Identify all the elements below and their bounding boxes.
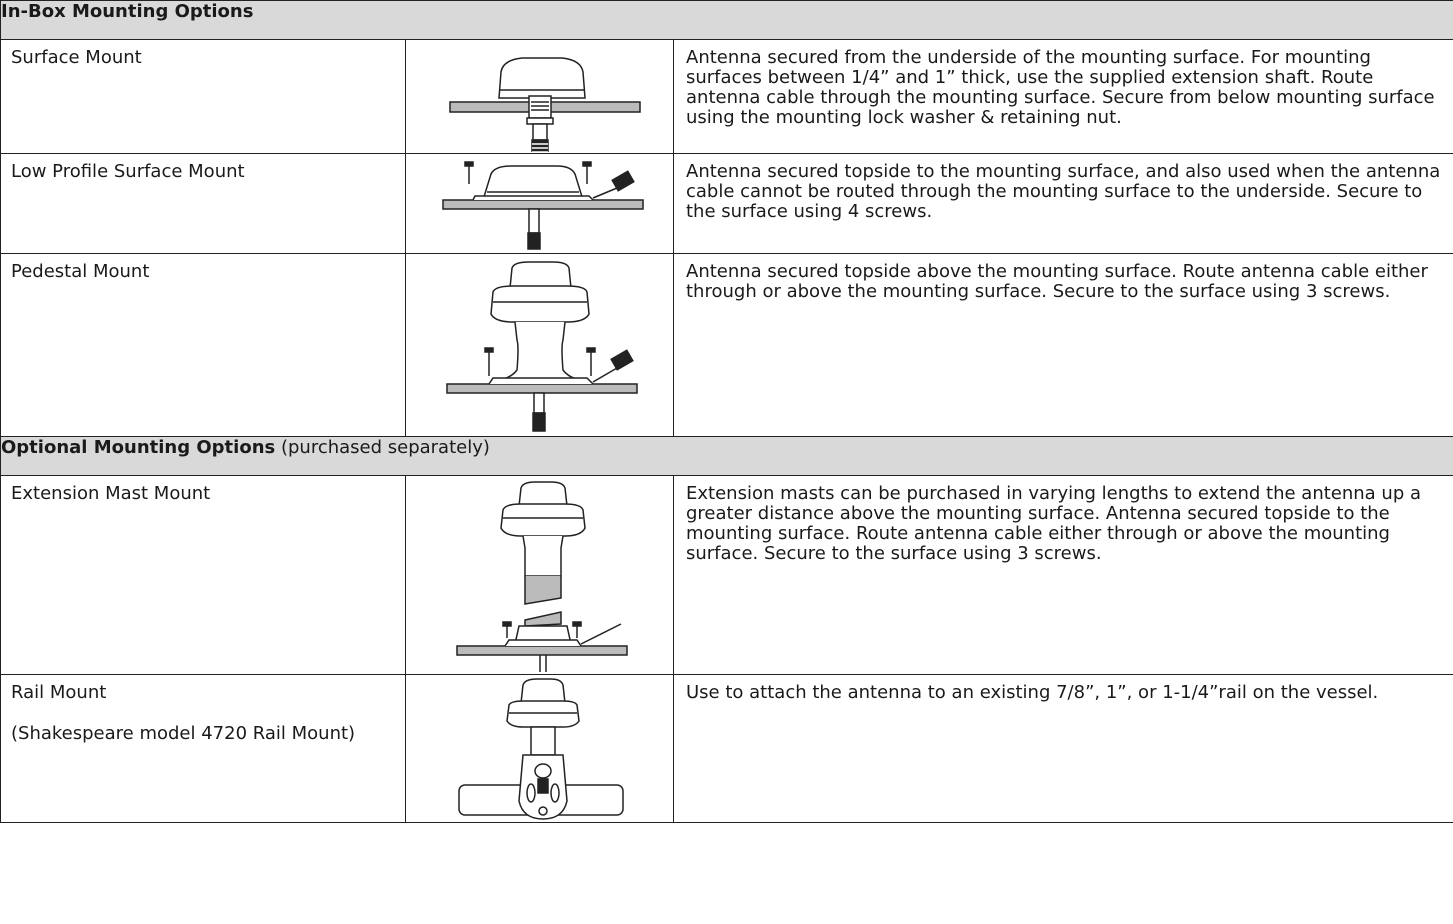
mount-description: Antenna secured topside to the mounting surface, and also used when the antenna cable cannot be routed through the mounting surface to the underside. Secure to the surface using 4 screws. — [674, 154, 1453, 254]
pedestal-mount-illustration — [407, 254, 673, 435]
illustration-cell — [406, 40, 674, 154]
section-title: In-Box Mounting Options — [1, 1, 254, 22]
table-row — [1, 675, 1453, 823]
rail-mount-illustration — [407, 675, 673, 821]
mount-note: (Shakespeare model 4720 Rail Mount) — [11, 723, 356, 744]
mount-name: Extension Mast Mount — [11, 483, 211, 504]
mount-name: Rail Mount — [11, 682, 107, 703]
table-row — [1, 40, 1453, 154]
section-header-in-box — [1, 1, 1453, 40]
mount-name: Surface Mount — [11, 47, 142, 68]
mount-name: Low Profile Surface Mount — [11, 161, 245, 182]
illustration-cell — [406, 154, 674, 254]
mount-description: Antenna secured from the underside of the mounting surface. For mounting surfaces between 1/4” and 1” thick, use the supplied extension shaft. Route antenna cable through the mounting surface. Secure from below mounting surface using the mounting lock washer & retaining nut. — [674, 40, 1453, 154]
extension-mast-illustration — [407, 476, 673, 673]
illustration-cell — [406, 254, 674, 437]
mount-name-cell — [1, 675, 406, 823]
surface-mount-illustration — [407, 40, 673, 152]
section-title: Optional Mounting Options — [1, 437, 276, 458]
illustration-cell — [406, 675, 674, 823]
mount-name-cell — [1, 40, 406, 154]
low-profile-mount-illustration — [407, 154, 673, 252]
section-header-optional — [1, 437, 1453, 476]
mount-description: Antenna secured topside above the mounting surface. Route antenna cable either through or above the mounting surface. Secure to the surface using 3 screws. — [674, 254, 1453, 437]
mount-name-cell — [1, 476, 406, 675]
section-note: (purchased separately) — [275, 437, 490, 458]
mount-description: Use to attach the antenna to an existing 7/8”, 1”, or 1-1/4”rail on the vessel. — [674, 675, 1453, 823]
table-row — [1, 154, 1453, 254]
table-row — [1, 476, 1453, 675]
mount-name-cell — [1, 254, 406, 437]
mount-name: Pedestal Mount — [11, 261, 150, 282]
mount-description: Extension masts can be purchased in varying lengths to extend the antenna up a greater distance above the mounting surface. Antenna secured topside to the mounting surface. Route antenna cable either through or above the mounting surface. Secure to the surface using 3 screws. — [674, 476, 1453, 675]
mount-name-cell — [1, 154, 406, 254]
table-row — [1, 254, 1453, 437]
illustration-cell — [406, 476, 674, 675]
